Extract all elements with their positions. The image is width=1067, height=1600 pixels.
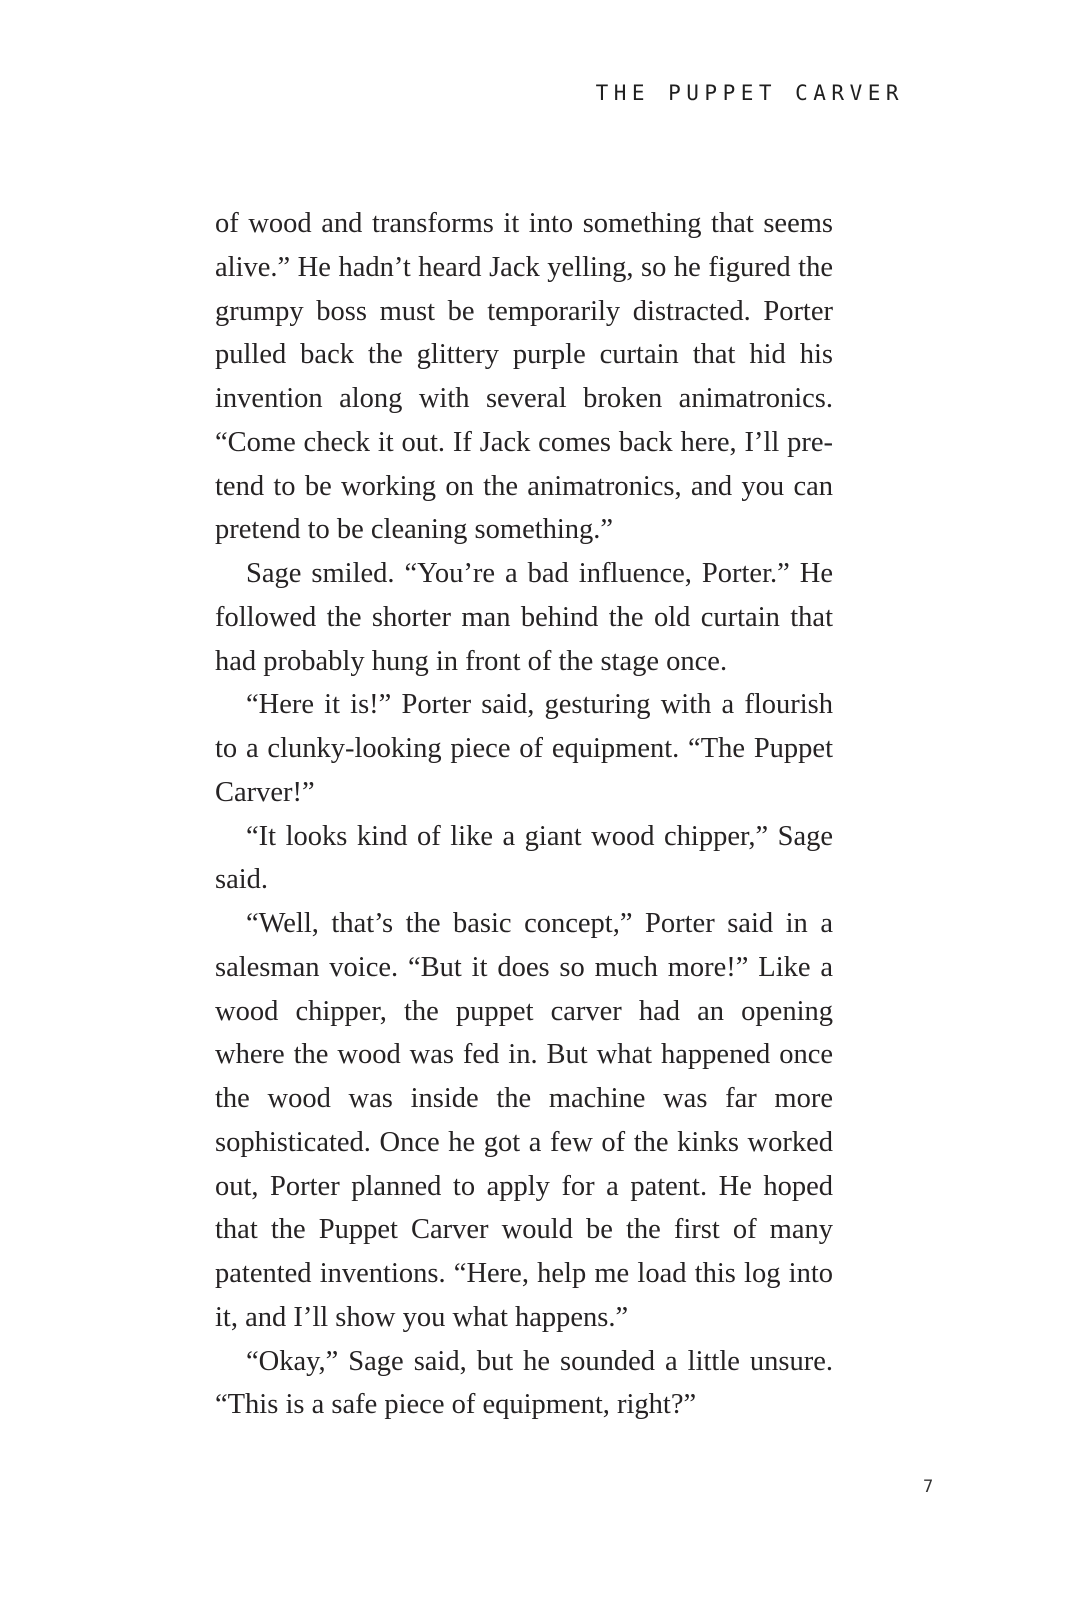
page-body <box>215 202 833 1427</box>
paragraph: “It looks kind of like a giant wood chipper,” Sage said. <box>215 820 833 896</box>
running-header: THE PUPPET CARVER <box>595 81 904 105</box>
paragraph-continued: of wood and transforms it into something that seems alive.” He hadn’t heard Jack yelling, so he figured the grumpy boss must be temporarily distracted. Porter pulled back the glittery purple curtain that hid his invention along with several broken animatronics. “Come check it out. If Jack comes back here, I’ll pretend to be working on the animatronics, and you can pretend to be cleaning something.” <box>215 208 833 546</box>
page-number: 7 <box>923 1477 934 1497</box>
paragraph: Sage smiled. “You’re a bad influence, Porter.” He followed the shorter man behind the old curtain that had probably hung in front of the stage once. <box>215 558 833 677</box>
paragraph: “Well, that’s the basic concept,” Porter said in a salesman voice. “But it does so much more!” Like a wood chipper, the puppet carver had an opening where the wood was fed in. But what happened once the wood was inside the machine was far more sophisticated. Once he got a few of the kinks worked out, Porter planned to apply for a patent. He hoped that the Puppet Carver would be the first of many patented inventions. “Here, help me load this log into it, and I’ll show you what happens.” <box>215 908 833 1333</box>
paragraph: “Okay,” Sage said, but he sounded a little unsure. “This is a safe piece of equipment, right?” <box>215 1345 833 1421</box>
paragraph: “Here it is!” Porter said, gesturing with a flourish to a clunky-looking piece of equipment. “The Puppet Carver!” <box>215 689 833 808</box>
